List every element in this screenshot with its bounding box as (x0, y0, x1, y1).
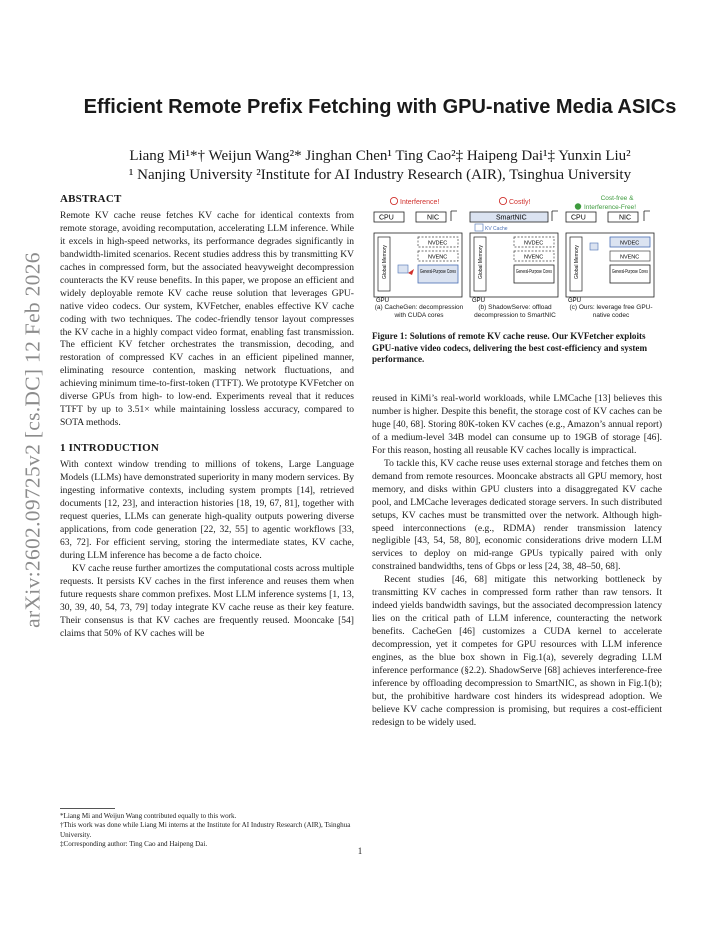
subcaption-a: (a) CacheGen: decompression with CUDA cores (374, 304, 464, 319)
intro-heading: 1 INTRODUCTION (60, 442, 160, 455)
arxiv-side-label: arXiv:2602.09725v2 [cs.DC] 12 Feb 2026 (20, 252, 45, 628)
global-memory-label-c: Global Memory (574, 245, 580, 279)
figure-caption: Figure 1: Solutions of remote KV cache reuse. Our KVFetcher exploits GPU-native video codecs, delivering the best cost-efficiency and system performance. (372, 331, 648, 364)
intro-paragraph-1: With context window trending to millions of tokens, Large Language Models (LLMs) have demonstrated superiority in many modern services. By ingesting informative contexts, including system prompts [14], retrieved documents [12, 23], and interaction histories [18, 19, 67, 81], together with request queries, LLMs can generate high-quality outputs powering diverse applications, from code generation [22, 32, 55] to agentic workflows [33, 63, 72]. For efficient serving, storing the intermediate states, KV cache, during LLM inference has become a de facto choice. (60, 459, 354, 561)
footnotes (60, 812, 354, 849)
cores-label-b: General-Purpose Cores (516, 269, 553, 275)
nvdec-label-a: NVDEC (428, 240, 448, 247)
gpu-label-c: GPU (568, 298, 582, 304)
smile-icon (575, 203, 581, 209)
nic-label-a: NIC (427, 214, 440, 222)
right-column (372, 393, 662, 730)
footnote-rule (60, 808, 115, 809)
figure-1 (372, 193, 662, 319)
nvenc-label-b: NVENC (524, 254, 544, 261)
abstract-text: Remote KV cache reuse fetches KV cache for identical contexts from remote storage, avoiding recomputation, accelerating LLM inference. While it excels in high-speed networks, its performance degrades significantly in bandwidth-limited scenarios. Recent studies address this by transmitting KV caches in compressed form, but the associated heavyweight decompression counteracts the KV reuse benefits. In this paper, we propose an efficient and widely deployable remote KV cache reuse solution that leverages GPU-native video codecs. Our system, KVFetcher, enables effective KV cache coding with two techniques. The codec-friendly tensor layout compresses the KV cache in a highly compact video format, enabling fast transmission. The efficient KV fetcher orchestrates the transmission, decoding, and restoration of compressed KV caches in an efficient pipelined manner, eliminating resource contention, masking network fluctuations, and achieving minimum time-to-first-token (TTFT). We prototype KVFetcher on diverse GPUs from high- to low-end. Experiments reveal that it reduces TTFT by up to 3.51× while maintaining lossless accuracy, compared to SOTA methods. (60, 209, 354, 429)
panel-b (470, 197, 558, 304)
nvdec-label-b: NVDEC (524, 240, 544, 247)
kv-block-icon-c (590, 243, 598, 250)
nvenc-label-a: NVENC (428, 254, 448, 261)
warning-face-icon (499, 197, 506, 204)
authors: Liang Mi¹*† Weijun Wang²* Jinghan Chen¹ Ting Cao²‡ Haipeng Dai¹‡ Yunxin Liu² (129, 148, 631, 164)
cpu-label-a: CPU (379, 214, 394, 222)
label-costly: Costly! (509, 199, 531, 206)
network-icon-b (552, 211, 558, 221)
gpu-label-a: GPU (376, 298, 390, 304)
panel-a (374, 197, 462, 304)
right-paragraph-2: To tackle this, KV cache reuse uses external storage and fetches them on demand from remote resources. Mooncake abstracts all GPU memory, host memory, and disks within GPU clusters into a disaggregated KV cache pool, and LMCache leverages dedicated storage servers. In such distributed setups, KV caches must be transmitted over the network. Although high-speed interconnections (e.g., RDMA) render transmission latency negligible [43, 54, 58, 80], economic considerations drive modern LLM services to deploy on mid-range GPUs typically paired with only constrained bandwidths, tens of Gbps or less [24, 38, 48–50, 68]. (372, 457, 662, 573)
right-paragraph-1: reused in KiMi’s real-world workloads, while LMCache [13] believes this number is higher. Despite this benefit, the storage cost of KV caches can be huge [40, 68]. Storing 80K-token KV caches (e.g., Amazon’s annual report) of a medium-level 34B model can consume up to 19GB of storage [46]. For this reason, hosting all reusable KV caches locally is impractical. (372, 393, 662, 456)
kv-block-icon-a (398, 265, 408, 273)
left-column (60, 193, 354, 640)
label-interference: Interference! (400, 199, 440, 206)
cpu-label-c: CPU (571, 214, 586, 222)
footnote-1: *Liang Mi and Weijun Wang contributed equally to this work. (60, 812, 237, 820)
affiliations: ¹ Nanjing University ²Institute for AI Industry Research (AIR), Tsinghua University (128, 167, 632, 183)
paper-title: Efficient Remote Prefix Fetching with GPU-native Media ASICs (83, 96, 677, 118)
subcaption-b: (b) ShadowServe: offload decompression to SmartNIC (474, 304, 556, 319)
label-interference-free: Interference-Free! (584, 204, 637, 211)
kv-cache-label: KV Cache (485, 226, 508, 232)
nvdec-label-c: NVDEC (620, 240, 640, 247)
footnote-3: ‡Corresponding author: Ting Cao and Haipeng Dai. (60, 839, 208, 848)
page-number: 1 (357, 846, 363, 856)
cores-label-c: General-Purpose Cores (612, 269, 649, 275)
global-memory-label-a: Global Memory (382, 245, 388, 279)
right-paragraph-3: Recent studies [46, 68] mitigate this networking bottleneck by transmitting KV caches in compressed form rather than raw tensors. It indeed yields bandwidth savings, but the associated decompression latency lies on the critical path of LLM inference, counteracting the network benefits. CacheGen [46] customizes a CUDA kernel to accelerate decompression, yet it competes for GPU resources with LLM inference engines, as the blue box shown in Fig.1(a), severely degrading LLM inference performance (§2.2). ShadowServe [68] achieves interference-free inference by offloading decompression to SmartNIC, as shown in Fig.1(b); but, the prohibitive hardware cost hinders its widespread adoption. We believe KV cache compression is promising, but requires a cost-efficient redesign to be widely used. (372, 574, 662, 728)
nvenc-label-c: NVENC (620, 254, 640, 261)
smartnic-label: SmartNIC (496, 214, 527, 222)
footnote-2: †This work was done while Liang Mi interns at the Institute for AI Industry Research (AIR), Tsinghua University. (60, 821, 351, 839)
network-icon-a (451, 211, 457, 221)
abstract-heading: ABSTRACT (60, 193, 122, 205)
global-memory-label-b: Global Memory (478, 245, 484, 279)
author-block (60, 147, 700, 185)
cores-label-a: General-Purpose Cores (420, 269, 457, 275)
subcaption-c: (c) Ours: leverage free GPU-native codec (569, 304, 653, 319)
kv-cache-icon (475, 224, 483, 231)
intro-paragraph-2: KV cache reuse further amortizes the computational costs across multiple requests. It persists KV caches in the first inference and reuses them when future requests share common prefixes. Most LLM inference systems [1, 13, 30, 39, 40, 54, 73, 79] today integrate KV cache reuse as their key feature. Their consensus is that KV caches are frequently reused. Mooncake [54] claims that 50% of KV caches will be (60, 562, 354, 639)
warning-face-icon (390, 197, 397, 204)
panel-c (566, 195, 654, 304)
gpu-label-b: GPU (472, 298, 486, 304)
nic-label-c: NIC (619, 214, 632, 222)
network-icon-c (644, 211, 650, 221)
label-cost-free: Cost-free & (600, 195, 634, 202)
